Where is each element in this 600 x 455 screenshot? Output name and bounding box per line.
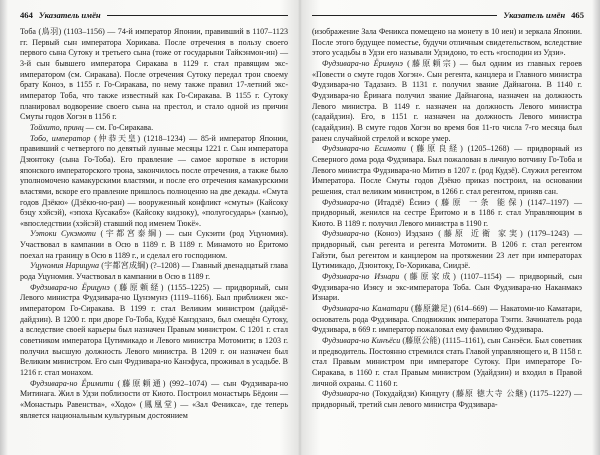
index-entry [312, 27, 582, 59]
index-entry [312, 198, 582, 230]
index-entry [312, 59, 582, 144]
index-entry [312, 229, 582, 272]
left-header-rule [107, 15, 288, 16]
entry-body: — см. Го-Сиракава. [83, 122, 154, 132]
index-entry [20, 27, 288, 123]
left-running-head [20, 8, 288, 22]
entry-heading: Уэтоки Сукэмоти [30, 229, 96, 239]
right-running-head [312, 8, 584, 22]
entry-body: (藤原良経) (1205–1268) — придворный из Северного дома рода Фудзивара. Был пожалован в личную вотчину Го-Тоба и Левого министра Фудзивара-но Митиэ в 1207 г. (род Кудзё). Служил регентом Императора. После Смуты годов Дзёкю приказ построил, на основании решения, стал великим министром, в 1266 г. стал регентом, приняв сан. [312, 144, 583, 196]
left-page-number: 464 [20, 10, 33, 20]
index-entry [20, 123, 288, 134]
entry-body: (藤原家成) (1107–1154) — придворный, сын Фудзивара-но Иэясу и экс-императора Тоба. Сын Фудзивара-но Наканмакэ Изнари. [312, 272, 582, 303]
entry-body: (藤原頼通) (992–1074) — сын Фудзивара-но Митинага. Жил в Удзи поблизости от Киото. Построил монастырь Бёдоин — «Монастырь Равенства», «Ходо» (鳳凰堂) — «Зал Феникса», где теперь является национальным культурным достоянием [20, 378, 288, 420]
entry-heading: Фудзивара-но Ёримунэ [322, 58, 403, 68]
entry-heading: Фудзивара-но Ёрицунэ [30, 282, 110, 292]
index-entry [312, 389, 582, 410]
entry-body: (изображение Зала Феникса помещено на монету в 10 иен) и зеркала Японии. После этого будущее поместье, будучи отличным свидетельством, вследствие этого усадьбы в Удзи его называли Удзидоно, то есть «господин из Удзи». [312, 27, 582, 58]
index-entry [312, 144, 582, 197]
entry-heading: Фудзивара-но Изнари [322, 272, 400, 282]
entry-heading: Тобо, император [30, 133, 91, 143]
index-entry [312, 272, 582, 304]
entry-body: (藤原鎌足) (614–669) — Накатоми-но Каматари, основатель рода Фудзивара. Сподвижник императора Тэнти. Зачинатель рода Фудзивара, в 669 г. император пожаловал ему фамилию Фудзивара. [312, 304, 582, 335]
entry-heading: Фудзивара-но Есимоти [322, 144, 406, 154]
entry-heading: Фудзивара-но Ёримити [30, 378, 114, 388]
right-running-title: Указатель имён [503, 10, 566, 20]
entry-heading: Уцуномия Нарицуна [30, 261, 100, 271]
entry-heading: Тойхито, принц [30, 122, 84, 132]
entry-body: (Токудайдзи) Кинцугу (藤原 徳大寺 公継) (1175–1227) — придворный, третий сын левого министра Фудзивара- [312, 389, 582, 409]
entry-heading: Фудзивара-но [322, 229, 370, 239]
entry-body: (Коноэ) Иэдзанэ (藤原 近衛 家実) (1179–1243) — придворный, сын регента и регента Мотомити. В 1206 г. стал регентом Гайэти, был регентом и канцлером на протяжении 23 лет при императорах Цутимикадо, Дзюнтоку, Го-Хорикава, Сиидзё. [312, 229, 582, 271]
entry-body: (藤原頼宗) — был одним из главных героев «Повести о смуте годов Хогэн». Сын регента, канцлера и Главного министра Фудзивара-но Тадазанэ. В 1131 г. получил звание Дайнагона. В 1140 г. Фудзивара-но Ёринага получил звание Дайнагона, назначен на должность Левого министра. В 1149 г. назначен на должность Левого министра (садайдзин). Его, в 1151 г. назначен на должность Левого министра (садайдзин). В смуте годов Хогэн во время боя 11-го числа 7-го месяца был ранен случайной стрелой и вскоре умер. [312, 58, 582, 143]
right-page-number: 465 [571, 10, 584, 20]
left-running-title: Указатель имён [38, 10, 101, 20]
index-entry [20, 229, 288, 261]
entry-body: Тоба (鳥羽) (1103–1156) — 74-й император Японии, правивший в 1107–1123 гг. Первый сын императора Хорикава. После отречения в пользу своего первого сына Сутоку и третьего сына (тоже от государыни Тайкэнмон-ин) — 3-й сын бывшего императора Сиракава в 1129 г. стал правящим экс-императором (см. Сиракава). После отречения Сутоку передал трон своему брату Коноэ, в 1155 г. Го-Сиракава, по нему также правил 17-летний экс-император Тоба, что также известный как Го-Сиракава. В 1155 г. Сутоку планировал водворение своего сына на престол, и стало одной из причин Смуты годов Хогэн в 1156 г. [20, 27, 288, 122]
entry-heading: Фудзивара-но [322, 389, 370, 399]
entry-body: (宇都宮泰綱) — сын Сукэити (род Уцуномия). Участвовал в кампании в Осю в 1189 г. В 1189 г. Минамото но Ёритомо поехал на границу в Осю в 1189 г., и сделал его господином. [20, 229, 289, 260]
index-entry [312, 304, 582, 336]
entry-heading: Фудзивара-но Каматари [322, 304, 409, 314]
index-entry [20, 134, 288, 230]
entry-body: (藤原頼経) (1155–1225) — придворный, сын Левого министра Фудзивара-но Цунэмунэ (1119–1166). Был приближен экс-императором Го-Сиракава. В 1199 г. стал Великим министром (дайдзё-дайдзин). В 1200 г. при дворе Го-Тоба, Кудзё Канэдзанэ, был смещён Сутоку, а вследствие своей карьеры был назначен Правым министром. С 1201 г. стал советником императора Цутимикадо и Левого министра Мотомити; в 1203 г. получил высшую должность Левого министра. В 1209 г. он назначен был Великим министром. Его сын Фудзивара-но Канэфуса, проживал в усадьбе. В 1216 г. стал монахом. [20, 282, 288, 377]
entry-heading: Фудзивара-но [322, 197, 370, 207]
index-entry [312, 336, 582, 389]
index-entry [20, 261, 288, 282]
entry-heading: Фудзивара-но Кинъёси [322, 336, 401, 346]
right-page-text [312, 27, 582, 411]
index-entry [20, 283, 288, 379]
right-header-rule [312, 15, 497, 16]
right-page [300, 0, 600, 455]
entry-body: (藤原公能) (1115–1161), сын Санэёси. Был советник и предводитель. Постоянно стремился стать Главой управляющего и, В 1158 г. стал Правым министром при императоре Сутоку. При императоре Го-Сиракава, в 1160 г. стал Правым министром (Удайдзин) и входил в Правой личной охраны. С 1160 г. [312, 336, 583, 388]
index-entry [20, 379, 288, 422]
left-page-text [20, 27, 288, 421]
entry-body: (仲恭天皇) (1218–1234) — 85-й император Японии, правивший с четвертого по девятый лунные месяцы 1221 г. Сын императора Дзюнтоку (сына Го-Тоба). Его правление — самое короткое в истории японского императорского трона, закончилось после отречения, а также было уполномочено камакурскими властями, и после его отречения камакурскими властями, вскоре его правление пришлось полноценно на две декады. «Смута годов Дзёкю» (Дзёкю-но-ран) — вооруженный конфликт «смуты» (Кайсоку бэцу хэйсэй), «эпоха Кусакабэ» (Кайсоку кидзоку), «полугосударь» (ханъю), «впоследствии (хэйсэй) ставший под именем Тюкё». [20, 133, 289, 228]
entry-body: (Итадзё) Ёсииэ (藤原 一条 能保) (1147–1197) — придворный, женился на сестре Ёритомо и в 1186 г. стал Управляющим в Киото. В 1189 г. получил Левого министра в 1190 г. [312, 197, 582, 228]
entry-body: (宇都宮成綱) (?–1208) — Главный двенадцатый глава рода Уцуномия. Участвовал в кампании в Осю в 1189 г. [20, 261, 288, 282]
